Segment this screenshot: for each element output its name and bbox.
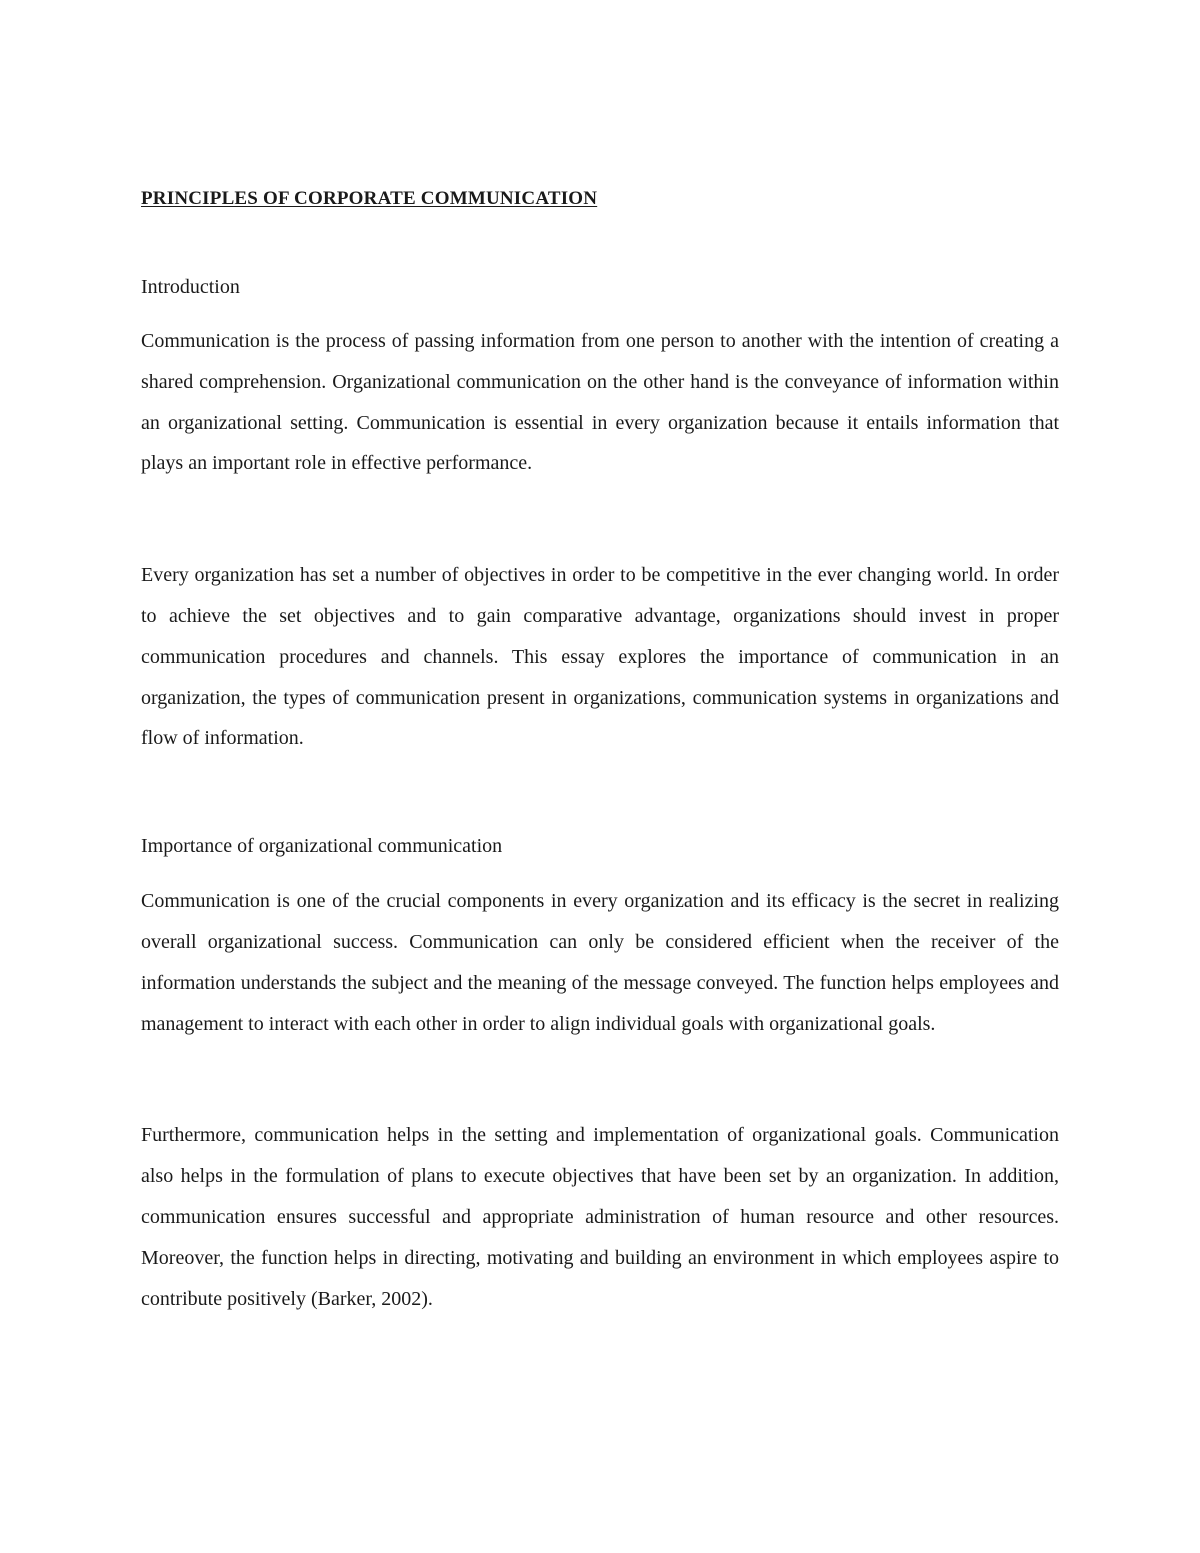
section-heading-importance: Importance of organizational communication <box>141 835 503 858</box>
document-body <box>141 185 1059 1319</box>
document-title: PRINCIPLES OF CORPORATE COMMUNICATION <box>141 188 598 209</box>
paragraph: Every organization has set a number of objectives in order to be competitive in the ever changing world. In order to achieve the set objectives and to gain comparative advantage, organizations should invest in proper communication procedures and channels. This essay explores the importance of communication in an organization, the types of communication present in organizations, communication systems in organizations and flow of information. <box>141 564 1059 750</box>
paragraph: Furthermore, communication helps in the setting and implementation of organizational goals. Communication also helps in the formulation of plans to execute objectives that have been set by an organization. In addition, communication ensures successful and appropriate administration of human resource and other resources. Moreover, the function helps in directing, motivating and building an environment in which employees aspire to contribute positively (Barker, 2002). <box>141 1124 1059 1310</box>
paragraph: Communication is one of the crucial components in every organization and its efficacy is the secret in realizing overall organizational success. Communication can only be considered efficient when the receiver of the information understands the subject and the meaning of the message conveyed. The function helps employees and management to interact with each other in order to align individual goals with organizational goals. <box>141 890 1059 1035</box>
paragraph: Communication is the process of passing information from one person to another with the intention of creating a shared comprehension. Organizational communication on the other hand is the conveyance of information within an organizational setting. Communication is essential in every organization because it entails information that plays an important role in effective performance. <box>141 330 1059 475</box>
section-heading-introduction: Introduction <box>141 276 240 298</box>
